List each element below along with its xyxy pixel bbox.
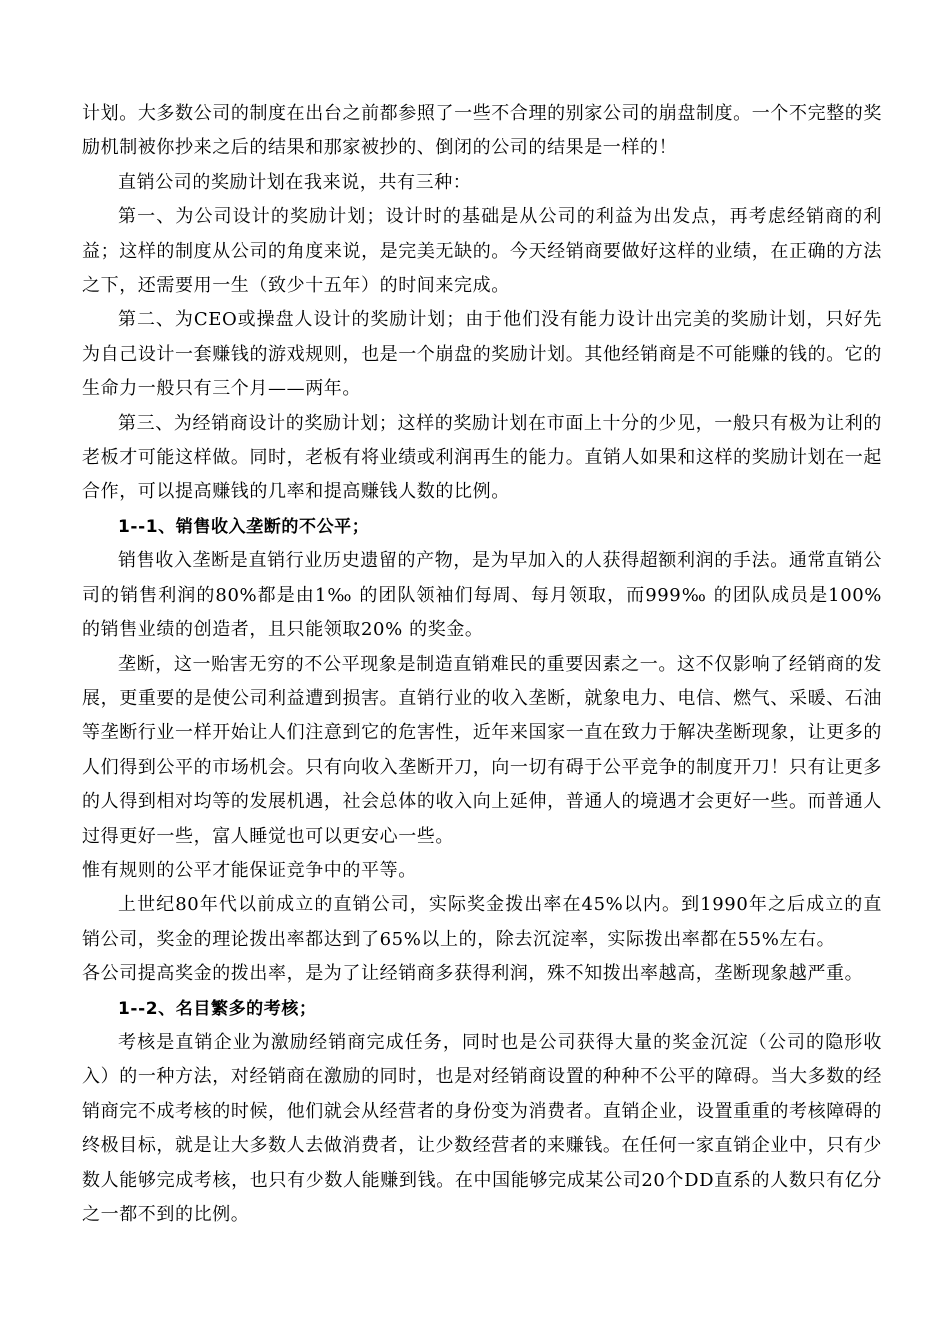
- document-page: [82, 97, 882, 1232]
- paragraph-payout-history: 上世纪80年代以前成立的直销公司，实际奖金拨出率在45%以内。到1990年之后成立的直销公司，奖金的理论拨出率都达到了65%以上的，除去沉淀率，实际拨出率都在55%左右。: [82, 894, 882, 950]
- section-heading-1-1: 1--1、销售收入垄断的不公平；: [118, 516, 370, 537]
- paragraph-continuation: 计划。大多数公司的制度在出台之前都参照了一些不合理的别家公司的崩盘制度。一个不完整的奖励机制被你抄来之后的结果和那家被抄的、倒闭的公司的结果是一样的！: [82, 103, 882, 159]
- paragraph-intro-three-types: 直销公司的奖励计划在我来说，共有三种：: [118, 171, 472, 193]
- paragraph-monopoly-intro: 销售收入垄断是直销行业历史遗留的产物，是为早加入的人获得超额利润的手法。通常直销公司的销售利润的80%都是由1‰ 的团队领袖们每周、每月领取，而999‰ 的团队成员是100% 的销售业绩的创造者，且只能领取20% 的奖金。: [82, 550, 882, 641]
- paragraph-type-three: 第三、为经销商设计的奖励计划；这样的奖励计划在市面上十分的少见，一般只有极为让利的老板才可能这样做。同时，老板有将业绩或利润再生的能力。直销人如果和这样的奖励计划在一起合作，可以提高赚钱的几率和提高赚钱人数的比例。: [82, 412, 882, 503]
- paragraph-payout-conclusion: 各公司提高奖金的拨出率，是为了让经销商多获得利润，殊不知拨出率越高，垄断现象越严重。: [82, 963, 864, 985]
- paragraph-fairness-rule: 惟有规则的公平才能保证竞争中的平等。: [82, 859, 417, 881]
- section-heading-1-2: 1--2、名目繁多的考核；: [118, 998, 317, 1019]
- paragraph-type-two: 第二、为CEO或操盘人设计的奖励计划；由于他们没有能力设计出完美的奖励计划，只好先为自己设计一套赚钱的游戏规则，也是一个崩盘的奖励计划。其他经销商是不可能赚的钱的。它的生命力一般只有三个月——两年。: [82, 309, 882, 400]
- paragraph-assessment: 考核是直销企业为激励经销商完成任务，同时也是公司获得大量的奖金沉淀（公司的隐形收入）的一种方法，对经销商在激励的同时，也是对经销商设置的种种不公平的障碍。当大多数的经销商完不成考核的时候，他们就会从经营者的身份变为消费者。直销企业，设置重重的考核障碍的终极目标，就是让大多数人去做消费者，让少数经营者的来赚钱。在任何一家直销企业中，只有少数人能够完成考核，也只有少数人能赚到钱。在中国能够完成某公司20个DD直系的人数只有亿分之一都不到的比例。: [82, 1031, 882, 1225]
- paragraph-monopoly-harm: 垄断，这一贻害无穷的不公平现象是制造直销难民的重要因素之一。这不仅影响了经销商的发展，更重要的是使公司利益遭到损害。直销行业的收入垄断，就象电力、电信、燃气、采暖、石油等垄断行业一样开始让人们注意到它的危害性，近年来国家一直在致力于解决垄断现象，让更多的人们得到公平的市场机会。只有向收入垄断开刀，向一切有碍于公平竞争的制度开刀！只有让更多的人得到相对均等的发展机遇，社会总体的收入向上延伸，普通人的境遇才会更好一些。而普通人过得更好一些，富人睡觉也可以更安心一些。: [82, 653, 882, 847]
- paragraph-type-one: 第一、为公司设计的奖励计划；设计时的基础是从公司的利益为出发点，再考虑经销商的利益；这样的制度从公司的角度来说，是完美无缺的。今天经销商要做好这样的业绩，在正确的方法之下，还需要用一生（致少十五年）的时间来完成。: [82, 206, 882, 297]
